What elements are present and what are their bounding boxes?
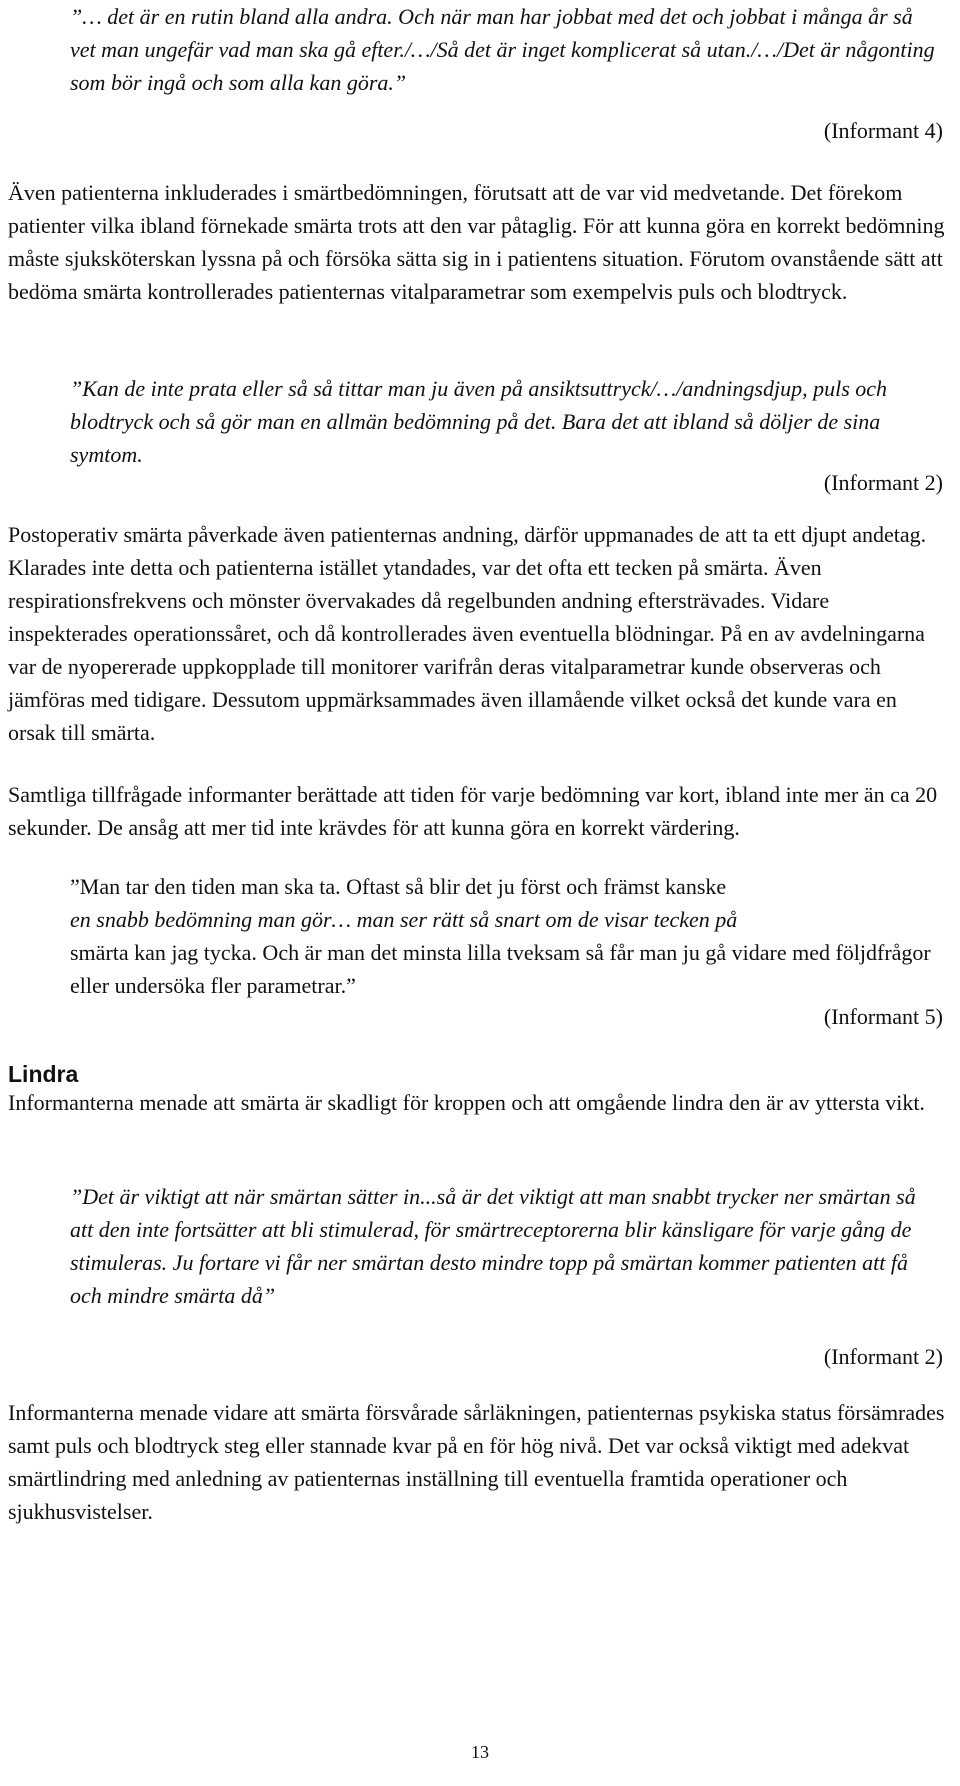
- section-heading-lindra: Lindra: [8, 1061, 79, 1087]
- quote-informant-2-second: ”Det är viktigt att när smärtan sätter in...så är det viktigt att man snabbt trycker ner smärtan så att den inte fortsätter att bli stimulerad, för smärtreceptorerna blir känsligare för varje gång de stimuleras. Ju fortare vi får ner smärtan desto mindre topp på smärtan kommer patienten att få och mindre smärta då”: [70, 1184, 916, 1308]
- quote-line: smärta kan jag tycka. Och är man det minsta lilla tveksam så får man ju gå vidare med följdfrågor eller undersöka fler parametrar.”: [70, 940, 931, 998]
- paragraph-wound-healing: Informanterna menade vidare att smärta försvårade sårläkningen, patienternas psykiska status försämrades samt puls och blodtryck steg eller stannade kvar på en för hög nivå. Det var också viktigt med adekvat smärtlindring med anledning av patienternas inställning till eventuella framtida operationer och sjukhusvistelser.: [8, 1400, 945, 1524]
- quote-informant-4: ”… det är en rutin bland alla andra. Och när man har jobbat med det och jobbat i många år så vet man ungefär vad man ska gå efter./…/Så det är inget komplicerat så utan./…/Det är någonting som bör ingå och som alla kan göra.”: [70, 4, 935, 95]
- paragraph-postoperative-pain: Postoperativ smärta påverkade även patienternas andning, därför uppmanades de att ta ett djupt andetag. Klarades inte detta och patienterna istället ytandades, var det ofta ett tecken på smärta. Även respirationsfrekvens och mönster övervakades då regelbunden andning eftersträvades. Vidare inspekterades operationssåret, och då kontrollerades även eventuella blödningar. På en av avdelningarna var de nyopererade uppkopplade till monitorer varifrån deras vitalparametrar kunde observeras och jämföras med tidigare. Dessutom uppmärksammades även illamående vilket också det kunde vara en orsak till smärta.: [8, 522, 927, 745]
- quote-line: ”Man tar den tiden man ska ta. Oftast så blir det ju först och främst kanske: [70, 874, 727, 899]
- page-number: 13: [471, 1742, 489, 1762]
- paragraph-patient-assessment: Även patienterna inkluderades i smärtbedömningen, förutsatt att de var vid medvetande. Det förekom patienter vilka ibland förnekade smärta trots att den var påtaglig. För att kunna göra en korrekt bedömning måste sjuksköterskan lyssna på och försöka sätta sig in i patientens situation. Förutom ovanstående sätt att bedöma smärta kontrollerades patienternas vitalparametrar som exempelvis puls och blodtryck.: [8, 180, 945, 304]
- quote-informant-2-first: ”Kan de inte prata eller så så tittar man ju även på ansiktsuttryck/…/andningsdjup, puls och blodtryck och så gör man en allmän bedömning på det. Bara det att ibland så döljer de sina symtom.: [70, 376, 888, 467]
- quote-attribution: (Informant 2): [823, 1344, 943, 1369]
- paragraph-pain-harmful: Informanterna menade att smärta är skadligt för kroppen och att omgående lindra den är av yttersta vikt.: [8, 1090, 925, 1115]
- quote-attribution: (Informant 5): [823, 1004, 943, 1029]
- quote-line-italic: en snabb bedömning man gör… man ser rätt så snart om de visar tecken på: [70, 907, 738, 932]
- paragraph-assessment-time: Samtliga tillfrågade informanter berättade att tiden för varje bedömning var kort, ibland inte mer än ca 20 sekunder. De ansåg att mer tid inte krävdes för att kunna göra en korrekt värdering.: [8, 782, 938, 840]
- quote-attribution: (Informant 4): [823, 118, 943, 143]
- quote-attribution: (Informant 2): [823, 470, 943, 495]
- quote-informant-5: [70, 870, 940, 1002]
